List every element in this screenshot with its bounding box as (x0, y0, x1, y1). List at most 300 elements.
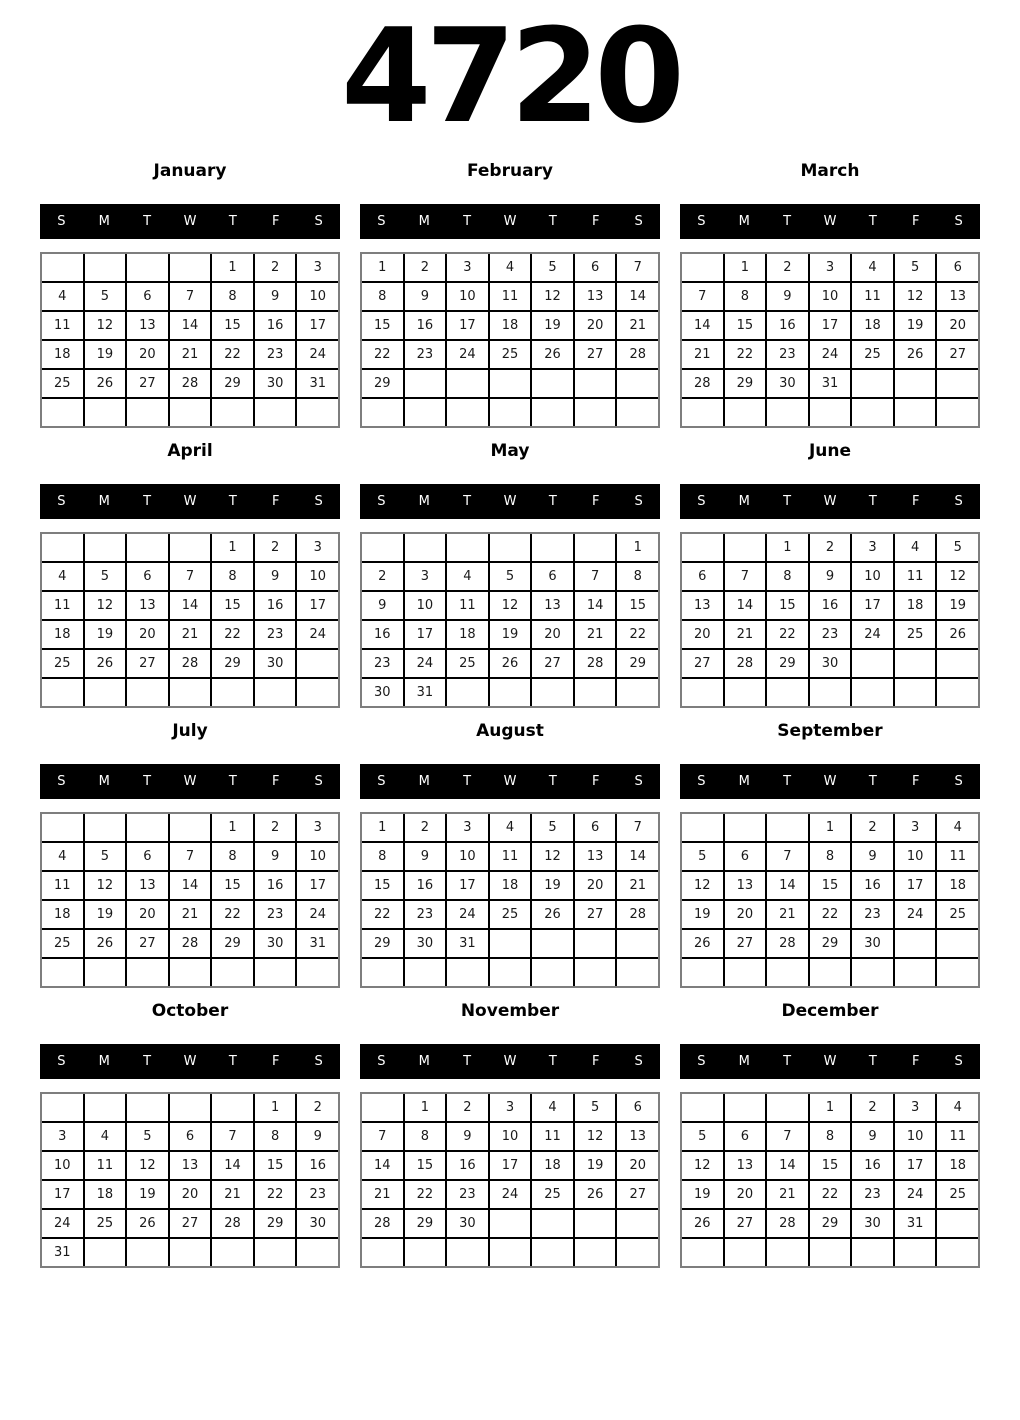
day-cell: 16 (405, 312, 446, 339)
day-cell: 4 (447, 563, 488, 590)
day-cell: 24 (42, 1210, 83, 1237)
day-cell: 27 (682, 650, 723, 677)
day-cell: 26 (85, 370, 126, 397)
day-cell: 25 (447, 650, 488, 677)
empty-day-cell (447, 1239, 488, 1266)
day-cell: 4 (85, 1123, 126, 1150)
day-cell: 5 (127, 1123, 168, 1150)
empty-day-cell (852, 679, 893, 706)
calendar-grid (40, 1092, 340, 1268)
empty-day-cell (85, 254, 126, 281)
day-cell: 13 (937, 283, 978, 310)
day-of-week-label: T (783, 493, 792, 509)
day-cell: 30 (852, 1210, 893, 1237)
empty-day-cell (810, 959, 851, 986)
empty-day-cell (362, 1094, 403, 1121)
day-cell: 14 (575, 592, 616, 619)
empty-day-cell (405, 534, 446, 561)
empty-day-cell (490, 534, 531, 561)
day-cell: 15 (810, 872, 851, 899)
empty-day-cell (255, 399, 296, 426)
empty-day-cell (575, 1239, 616, 1266)
empty-day-cell (937, 370, 978, 397)
day-cell: 11 (85, 1152, 126, 1179)
day-cell: 5 (682, 1123, 723, 1150)
day-cell: 12 (127, 1152, 168, 1179)
day-cell: 28 (767, 930, 808, 957)
day-cell: 29 (725, 370, 766, 397)
day-cell: 1 (405, 1094, 446, 1121)
day-cell: 16 (255, 592, 296, 619)
day-cell: 22 (405, 1181, 446, 1208)
empty-day-cell (255, 959, 296, 986)
day-cell: 14 (682, 312, 723, 339)
day-cell: 29 (362, 930, 403, 957)
day-of-week-label: M (98, 493, 110, 509)
day-cell: 9 (297, 1123, 338, 1150)
empty-day-cell (895, 679, 936, 706)
day-of-week-label: T (463, 1053, 472, 1069)
day-cell: 3 (297, 814, 338, 841)
day-cell: 21 (170, 621, 211, 648)
empty-day-cell (127, 814, 168, 841)
empty-day-cell (170, 814, 211, 841)
day-cell: 17 (297, 312, 338, 339)
month-november (360, 1001, 660, 1268)
day-cell: 20 (127, 901, 168, 928)
day-cell: 13 (170, 1152, 211, 1179)
day-cell: 31 (297, 370, 338, 397)
day-cell: 26 (682, 1210, 723, 1237)
month-title: April (167, 440, 213, 461)
day-cell: 15 (362, 312, 403, 339)
day-cell: 7 (170, 843, 211, 870)
day-cell: 24 (447, 341, 488, 368)
day-cell: 24 (895, 901, 936, 928)
empty-day-cell (490, 930, 531, 957)
day-cell: 10 (895, 1123, 936, 1150)
day-of-week-label: W (183, 493, 197, 509)
day-cell: 21 (682, 341, 723, 368)
empty-day-cell (212, 1094, 253, 1121)
day-cell: 22 (767, 621, 808, 648)
day-cell: 14 (767, 1152, 808, 1179)
day-cell: 11 (490, 843, 531, 870)
day-cell: 10 (297, 563, 338, 590)
month-title: February (466, 160, 554, 181)
day-cell: 1 (212, 534, 253, 561)
day-cell: 7 (617, 254, 658, 281)
day-cell: 28 (682, 370, 723, 397)
day-of-week-label: W (823, 213, 837, 229)
day-cell: 3 (895, 1094, 936, 1121)
day-cell: 17 (490, 1152, 531, 1179)
day-cell: 15 (810, 1152, 851, 1179)
day-cell: 17 (405, 621, 446, 648)
day-cell: 31 (297, 930, 338, 957)
day-of-week-label: T (463, 493, 472, 509)
day-cell: 21 (575, 621, 616, 648)
calendar-grid (40, 252, 340, 428)
day-of-week-header (360, 1044, 660, 1079)
day-cell: 17 (810, 312, 851, 339)
day-cell: 10 (852, 563, 893, 590)
day-cell: 29 (405, 1210, 446, 1237)
day-of-week-label: T (228, 773, 237, 789)
empty-day-cell (42, 814, 83, 841)
empty-day-cell (937, 930, 978, 957)
day-of-week-label: F (911, 493, 920, 509)
day-of-week-label: M (418, 773, 430, 789)
day-of-week-label: F (591, 493, 600, 509)
day-cell: 18 (490, 872, 531, 899)
day-of-week-label: S (314, 493, 323, 509)
day-cell: 21 (617, 312, 658, 339)
day-cell: 24 (490, 1181, 531, 1208)
day-cell: 11 (447, 592, 488, 619)
month-september (680, 721, 980, 988)
day-cell: 22 (810, 901, 851, 928)
day-cell: 27 (127, 370, 168, 397)
day-cell: 15 (725, 312, 766, 339)
day-of-week-label: W (183, 213, 197, 229)
day-of-week-label: T (548, 213, 557, 229)
empty-day-cell (170, 254, 211, 281)
day-cell: 2 (255, 814, 296, 841)
day-cell: 22 (212, 621, 253, 648)
day-cell: 24 (297, 901, 338, 928)
day-cell: 8 (362, 843, 403, 870)
day-of-week-label: W (823, 493, 837, 509)
day-cell: 17 (447, 312, 488, 339)
day-cell: 13 (127, 312, 168, 339)
day-cell: 23 (767, 341, 808, 368)
day-of-week-label: S (697, 1053, 706, 1069)
day-cell: 14 (725, 592, 766, 619)
calendar-grid (40, 532, 340, 708)
day-cell: 2 (405, 254, 446, 281)
month-april (40, 441, 340, 708)
empty-day-cell (170, 1094, 211, 1121)
day-of-week-label: F (911, 1053, 920, 1069)
day-cell: 4 (895, 534, 936, 561)
day-cell: 5 (937, 534, 978, 561)
day-of-week-label: M (418, 1053, 430, 1069)
day-cell: 7 (682, 283, 723, 310)
calendar-grid (680, 532, 980, 708)
day-cell: 18 (937, 872, 978, 899)
day-cell: 28 (575, 650, 616, 677)
day-cell: 19 (895, 312, 936, 339)
day-cell: 17 (852, 592, 893, 619)
day-cell: 12 (532, 283, 573, 310)
day-cell: 10 (405, 592, 446, 619)
empty-day-cell (810, 399, 851, 426)
empty-day-cell (532, 534, 573, 561)
empty-day-cell (532, 399, 573, 426)
empty-day-cell (490, 1210, 531, 1237)
empty-day-cell (85, 679, 126, 706)
day-cell: 6 (725, 1123, 766, 1150)
day-cell: 21 (617, 872, 658, 899)
day-cell: 5 (85, 283, 126, 310)
empty-day-cell (575, 930, 616, 957)
empty-day-cell (617, 1210, 658, 1237)
day-cell: 30 (255, 930, 296, 957)
day-cell: 2 (255, 534, 296, 561)
empty-day-cell (575, 399, 616, 426)
day-of-week-header (680, 1044, 980, 1079)
day-cell: 26 (682, 930, 723, 957)
day-cell: 29 (255, 1210, 296, 1237)
day-cell: 23 (810, 621, 851, 648)
day-cell: 25 (937, 1181, 978, 1208)
day-cell: 31 (405, 679, 446, 706)
day-cell: 13 (532, 592, 573, 619)
empty-day-cell (85, 399, 126, 426)
day-cell: 20 (127, 341, 168, 368)
day-cell: 3 (42, 1123, 83, 1150)
day-of-week-label: W (183, 773, 197, 789)
day-of-week-label: S (954, 213, 963, 229)
months-grid (40, 161, 980, 1268)
day-cell: 22 (725, 341, 766, 368)
day-cell: 20 (127, 621, 168, 648)
day-cell: 6 (575, 814, 616, 841)
day-cell: 8 (255, 1123, 296, 1150)
month-august (360, 721, 660, 988)
empty-day-cell (447, 534, 488, 561)
empty-day-cell (767, 679, 808, 706)
day-cell: 7 (170, 563, 211, 590)
day-cell: 25 (937, 901, 978, 928)
day-cell: 2 (852, 1094, 893, 1121)
empty-day-cell (127, 399, 168, 426)
day-cell: 23 (362, 650, 403, 677)
empty-day-cell (895, 930, 936, 957)
empty-day-cell (937, 679, 978, 706)
day-cell: 31 (447, 930, 488, 957)
day-of-week-label: T (228, 1053, 237, 1069)
empty-day-cell (85, 814, 126, 841)
day-of-week-label: M (98, 773, 110, 789)
empty-day-cell (852, 399, 893, 426)
day-cell: 22 (810, 1181, 851, 1208)
day-cell: 13 (617, 1123, 658, 1150)
day-cell: 12 (85, 592, 126, 619)
day-of-week-label: T (143, 1053, 152, 1069)
day-cell: 2 (767, 254, 808, 281)
empty-day-cell (85, 959, 126, 986)
day-cell: 23 (852, 1181, 893, 1208)
empty-day-cell (682, 679, 723, 706)
day-cell: 27 (575, 901, 616, 928)
day-cell: 20 (937, 312, 978, 339)
empty-day-cell (682, 1094, 723, 1121)
day-cell: 17 (42, 1181, 83, 1208)
month-march (680, 161, 980, 428)
day-cell: 16 (297, 1152, 338, 1179)
day-cell: 27 (725, 930, 766, 957)
day-of-week-header (680, 204, 980, 239)
month-title: August (476, 720, 544, 741)
empty-day-cell (852, 959, 893, 986)
day-cell: 25 (42, 370, 83, 397)
empty-day-cell (490, 370, 531, 397)
day-cell: 20 (532, 621, 573, 648)
day-cell: 3 (297, 534, 338, 561)
day-of-week-label: T (228, 493, 237, 509)
empty-day-cell (810, 679, 851, 706)
day-cell: 30 (852, 930, 893, 957)
day-cell: 13 (682, 592, 723, 619)
day-cell: 9 (852, 843, 893, 870)
day-cell: 13 (575, 843, 616, 870)
day-cell: 27 (575, 341, 616, 368)
day-cell: 10 (297, 283, 338, 310)
day-cell: 28 (725, 650, 766, 677)
day-cell: 30 (810, 650, 851, 677)
day-cell: 28 (617, 901, 658, 928)
day-of-week-label: F (271, 493, 280, 509)
day-cell: 29 (810, 1210, 851, 1237)
empty-day-cell (405, 370, 446, 397)
day-cell: 4 (490, 814, 531, 841)
day-of-week-label: S (697, 213, 706, 229)
day-cell: 18 (85, 1181, 126, 1208)
empty-day-cell (937, 1210, 978, 1237)
day-of-week-label: F (591, 773, 600, 789)
day-of-week-header (360, 484, 660, 519)
day-of-week-label: M (738, 773, 750, 789)
empty-day-cell (170, 399, 211, 426)
empty-day-cell (617, 959, 658, 986)
day-of-week-label: S (314, 213, 323, 229)
month-title: November (460, 1000, 560, 1021)
day-cell: 29 (212, 930, 253, 957)
day-cell: 11 (852, 283, 893, 310)
day-cell: 3 (852, 534, 893, 561)
day-cell: 21 (362, 1181, 403, 1208)
day-cell: 1 (617, 534, 658, 561)
day-cell: 24 (852, 621, 893, 648)
day-cell: 18 (852, 312, 893, 339)
day-cell: 15 (405, 1152, 446, 1179)
day-cell: 6 (937, 254, 978, 281)
calendar-grid (360, 252, 660, 428)
empty-day-cell (937, 650, 978, 677)
day-of-week-label: M (98, 1053, 110, 1069)
day-cell: 4 (42, 563, 83, 590)
month-title: July (172, 720, 208, 741)
day-cell: 22 (255, 1181, 296, 1208)
empty-day-cell (85, 1239, 126, 1266)
day-cell: 26 (127, 1210, 168, 1237)
empty-day-cell (617, 399, 658, 426)
empty-day-cell (297, 1239, 338, 1266)
day-cell: 13 (725, 1152, 766, 1179)
calendar-grid (360, 1092, 660, 1268)
day-cell: 18 (42, 621, 83, 648)
day-cell: 16 (852, 872, 893, 899)
empty-day-cell (127, 959, 168, 986)
empty-day-cell (532, 1210, 573, 1237)
day-cell: 27 (725, 1210, 766, 1237)
empty-day-cell (127, 534, 168, 561)
month-title: March (800, 160, 860, 181)
day-cell: 26 (490, 650, 531, 677)
day-of-week-label: F (591, 1053, 600, 1069)
day-cell: 2 (297, 1094, 338, 1121)
day-cell: 23 (255, 341, 296, 368)
day-cell: 30 (297, 1210, 338, 1237)
day-of-week-header (360, 204, 660, 239)
day-cell: 12 (575, 1123, 616, 1150)
day-cell: 21 (170, 901, 211, 928)
day-cell: 8 (725, 283, 766, 310)
day-of-week-header (40, 1044, 340, 1079)
day-cell: 22 (362, 341, 403, 368)
month-october (40, 1001, 340, 1268)
day-cell: 2 (852, 814, 893, 841)
day-cell: 8 (212, 563, 253, 590)
day-cell: 13 (725, 872, 766, 899)
day-cell: 21 (767, 1181, 808, 1208)
day-of-week-label: W (183, 1053, 197, 1069)
empty-day-cell (575, 1210, 616, 1237)
day-cell: 6 (127, 563, 168, 590)
day-cell: 5 (532, 814, 573, 841)
calendar-grid (680, 1092, 980, 1268)
calendar-grid (680, 812, 980, 988)
day-cell: 13 (127, 592, 168, 619)
day-cell: 22 (617, 621, 658, 648)
day-cell: 26 (532, 341, 573, 368)
empty-day-cell (362, 399, 403, 426)
day-of-week-label: T (783, 773, 792, 789)
day-cell: 19 (85, 621, 126, 648)
day-cell: 19 (682, 1181, 723, 1208)
calendar-grid (360, 532, 660, 708)
day-cell: 18 (532, 1152, 573, 1179)
empty-day-cell (575, 534, 616, 561)
day-cell: 5 (532, 254, 573, 281)
day-cell: 16 (447, 1152, 488, 1179)
empty-day-cell (937, 1239, 978, 1266)
day-cell: 20 (725, 1181, 766, 1208)
day-of-week-label: M (738, 493, 750, 509)
day-cell: 8 (405, 1123, 446, 1150)
day-cell: 10 (447, 283, 488, 310)
day-cell: 27 (170, 1210, 211, 1237)
empty-day-cell (42, 534, 83, 561)
day-cell: 20 (170, 1181, 211, 1208)
day-cell: 14 (767, 872, 808, 899)
day-cell: 17 (447, 872, 488, 899)
day-cell: 7 (617, 814, 658, 841)
empty-day-cell (532, 370, 573, 397)
day-cell: 26 (575, 1181, 616, 1208)
day-cell: 19 (682, 901, 723, 928)
day-cell: 4 (937, 1094, 978, 1121)
day-cell: 1 (255, 1094, 296, 1121)
month-title: December (781, 1000, 879, 1021)
day-cell: 4 (937, 814, 978, 841)
day-cell: 15 (212, 592, 253, 619)
day-of-week-label: S (57, 213, 66, 229)
calendar-grid (680, 252, 980, 428)
day-cell: 19 (532, 872, 573, 899)
